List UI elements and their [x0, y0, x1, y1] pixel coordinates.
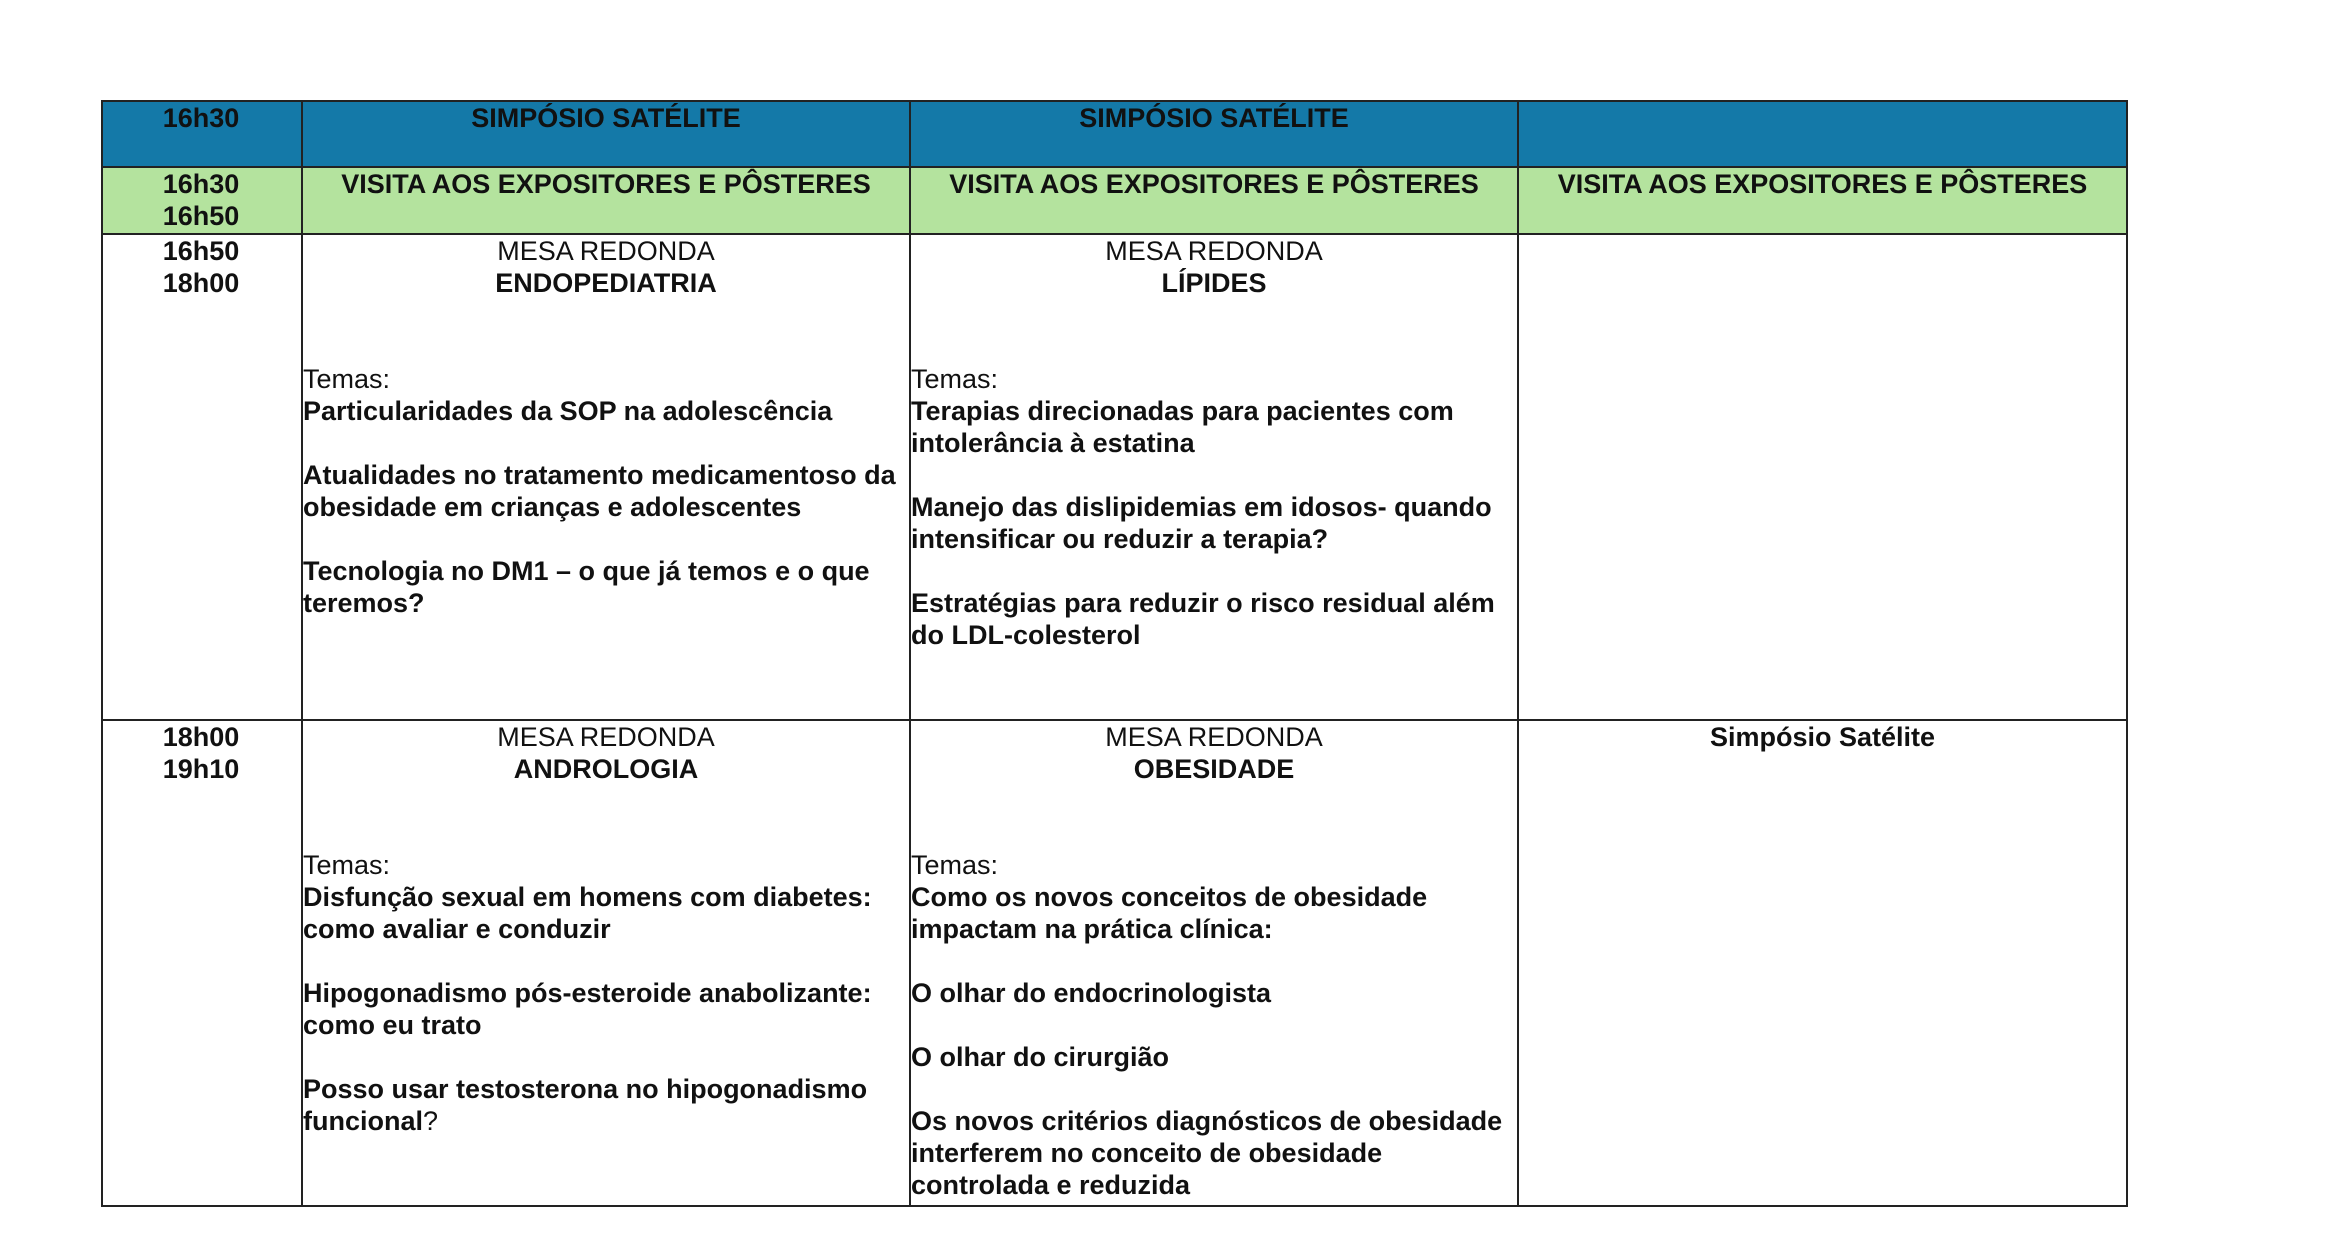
- session-obesidade: [910, 720, 1518, 1206]
- session-lipides: [910, 234, 1518, 720]
- time-start: 18h00: [162, 722, 240, 752]
- topic-text: Posso usar testosterona no hipogonadismo funcional: [303, 1074, 868, 1136]
- temas-label: Temas:: [911, 850, 999, 880]
- topic-suffix: ?: [423, 1106, 439, 1136]
- time-cell: [102, 167, 302, 234]
- session-endopediatria: [302, 234, 910, 720]
- session-kind: MESA REDONDA: [497, 236, 715, 266]
- time-start: 16h30: [162, 169, 240, 199]
- temas-label: Temas:: [303, 850, 391, 880]
- session-kind: MESA REDONDA: [497, 722, 715, 752]
- topic: Estratégias para reduzir o risco residual além do LDL-colesterol: [911, 588, 1495, 650]
- time-cell: [102, 101, 302, 167]
- satellite-symposium-cell: SIMPÓSIO SATÉLITE: [302, 101, 910, 167]
- topic: Manejo das dislipidemias em idosos- quando intensificar ou reduzir a terapia?: [911, 492, 1492, 554]
- time-start: 16h30: [162, 103, 240, 133]
- topic: Os novos critérios diagnósticos de obesidade interferem no conceito de obesidade controlada e reduzida: [911, 1106, 1503, 1200]
- session-title: OBESIDADE: [1133, 754, 1295, 784]
- topic: O olhar do cirurgião: [911, 1042, 1170, 1072]
- table-row: [102, 101, 2127, 167]
- temas-label: Temas:: [911, 364, 999, 394]
- session-title: LÍPIDES: [1161, 268, 1267, 298]
- time-cell: [102, 234, 302, 720]
- topic: Atualidades no tratamento medicamentoso da obesidade em crianças e adolescentes: [303, 460, 896, 522]
- session-kind: MESA REDONDA: [1105, 722, 1323, 752]
- temas-label: Temas:: [303, 364, 391, 394]
- table-row: [102, 720, 2127, 1206]
- time-cell: [102, 720, 302, 1206]
- session-title: ENDOPEDIATRIA: [495, 268, 717, 298]
- schedule-table: [101, 100, 2128, 1207]
- session-andrologia: [302, 720, 910, 1206]
- empty-cell: [1518, 101, 2127, 167]
- time-start: 16h50: [162, 236, 240, 266]
- time-end: 18h00: [162, 268, 240, 298]
- time-end: 19h10: [162, 754, 240, 784]
- topic: Terapias direcionadas para pacientes com intolerância à estatina: [911, 396, 1454, 458]
- topic: [303, 1073, 909, 1137]
- topic: Particularidades da SOP na adolescência: [303, 396, 833, 426]
- session-kind: MESA REDONDA: [1105, 236, 1323, 266]
- topic: Como os novos conceitos de obesidade impactam na prática clínica:: [911, 882, 1428, 944]
- exhibitor-visit-cell: VISITA AOS EXPOSITORES E PÔSTERES: [910, 167, 1518, 234]
- time-end: 16h50: [162, 201, 240, 231]
- session-title: ANDROLOGIA: [513, 754, 699, 784]
- topic: O olhar do endocrinologista: [911, 978, 1272, 1008]
- exhibitor-visit-cell: VISITA AOS EXPOSITORES E PÔSTERES: [302, 167, 910, 234]
- table-row: [102, 167, 2127, 234]
- satellite-symposium-cell: SIMPÓSIO SATÉLITE: [910, 101, 1518, 167]
- exhibitor-visit-cell: VISITA AOS EXPOSITORES E PÔSTERES: [1518, 167, 2127, 234]
- topic: Hipogonadismo pós-esteroide anabolizante: como eu trato: [303, 978, 872, 1040]
- empty-cell: [1518, 234, 2127, 720]
- table-row: [102, 234, 2127, 720]
- satellite-symposium-cell: Simpósio Satélite: [1518, 720, 2127, 1206]
- topic: Tecnologia no DM1 – o que já temos e o que teremos?: [303, 556, 870, 618]
- topic: Disfunção sexual em homens com diabetes: como avaliar e conduzir: [303, 882, 872, 944]
